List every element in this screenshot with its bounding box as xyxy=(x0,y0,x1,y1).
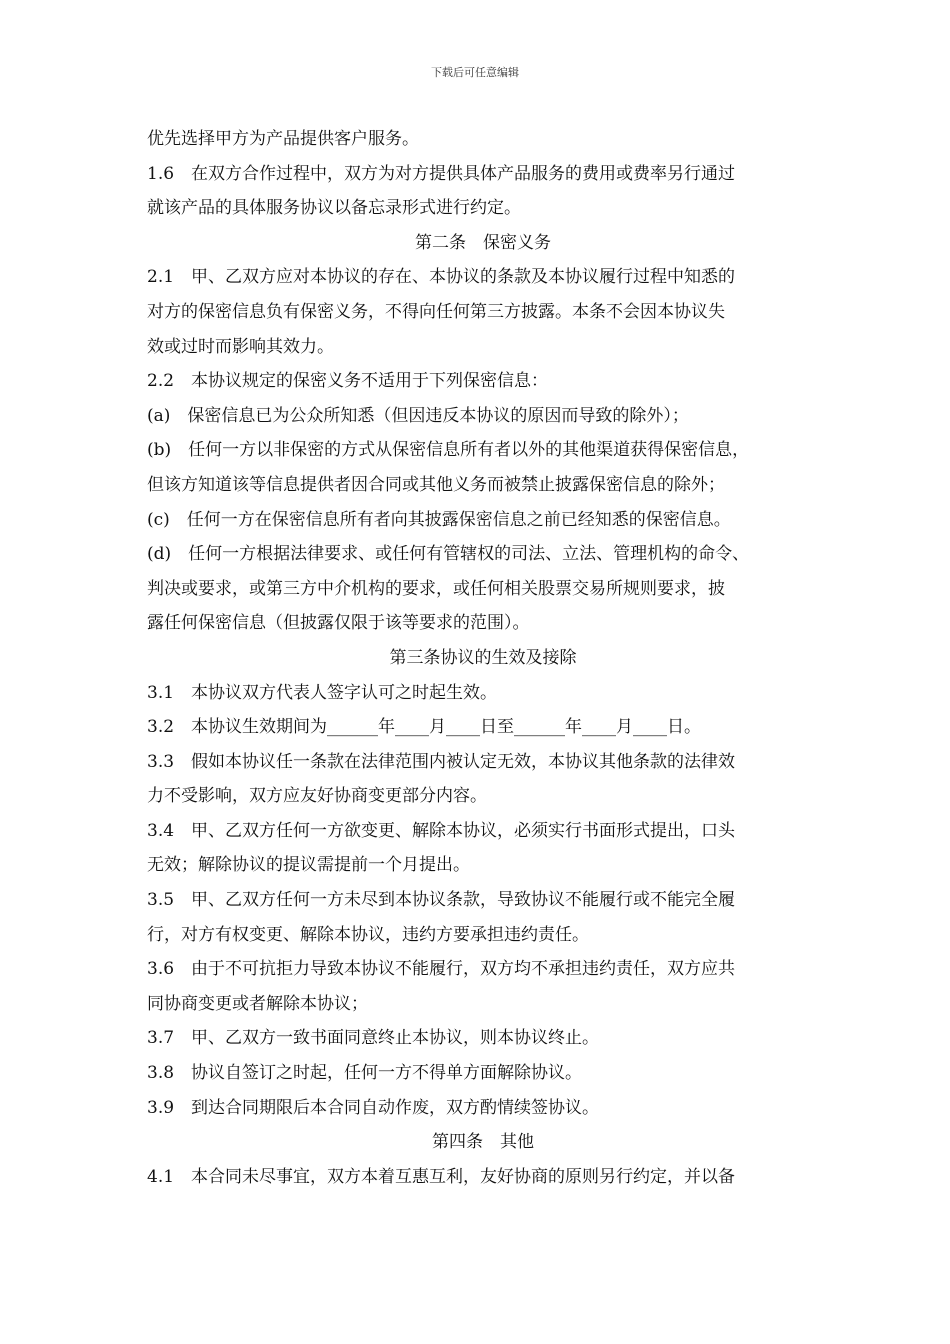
paragraph-line: (d) 任何一方根据法律要求、或任何有管辖权的司法、立法、管理机构的命令、 xyxy=(147,544,750,565)
section-heading: 第三条协议的生效及接除 xyxy=(389,647,577,668)
paragraph-line: 优先选择甲方为产品提供客户服务。 xyxy=(147,129,419,149)
paragraph-line: 3.8 协议自签订之时起，任何一方不得单方面解除协议。 xyxy=(147,1063,583,1084)
paragraph-line: 无效；解除协议的提议需提前一个月提出。 xyxy=(147,855,470,876)
page-header: 下载后可任意编辑 xyxy=(431,66,519,79)
paragraph-line: 3.5 甲、乙双方任何一方未尽到本协议条款，导致协议不能履行或不能完全履 xyxy=(147,890,736,911)
paragraph-line: 行，对方有权变更、解除本协议，违约方要承担违约责任。 xyxy=(147,924,589,945)
paragraph-line: 3.3 假如本协议任一条款在法律范围内被认定无效，本协议其他条款的法律效 xyxy=(147,751,736,772)
paragraph-line: 3.2 本协议生效期间为______年____月____日至______年____月____日。 xyxy=(147,717,702,738)
paragraph-line: 同协商变更或者解除本协议； xyxy=(147,993,368,1014)
paragraph-line: 1.6 在双方合作过程中，双方为对方提供具体产品服务的费用或费率另行通过 xyxy=(147,163,736,184)
paragraph-line: 3.7 甲、乙双方一致书面同意终止本协议，则本协议终止。 xyxy=(147,1028,600,1049)
paragraph-line: 3.9 到达合同期限后本合同自动作废，双方酌情续签协议。 xyxy=(147,1097,600,1118)
paragraph-line: 3.1 本协议双方代表人签字认可之时起生效。 xyxy=(147,682,498,703)
section-heading: 第二条 保密义务 xyxy=(415,232,551,253)
paragraph-line: 力不受影响，双方应友好协商变更部分内容。 xyxy=(147,786,487,807)
document-body xyxy=(147,122,819,1194)
paragraph-line: 露任何保密信息（但披露仅限于该等要求的范围）。 xyxy=(147,613,530,634)
paragraph-line: 判决或要求，或第三方中介机构的要求，或任何相关股票交易所规则要求，披 xyxy=(147,578,725,599)
paragraph-line: 效或过时而影响其效力。 xyxy=(147,336,334,357)
paragraph-line: (a) 保密信息已为公众所知悉（但因违反本协议的原因而导致的除外）； xyxy=(147,405,689,426)
paragraph-line: (b) 任何一方以非保密的方式从保密信息所有者以外的其他渠道获得保密信息， xyxy=(147,440,750,461)
paragraph-line: 2.2 本协议规定的保密义务不适用于下列保密信息： xyxy=(147,371,549,392)
paragraph-line: 但该方知道该等信息提供者因合同或其他义务而被禁止披露保密信息的除外； xyxy=(147,474,725,495)
paragraph-line: 对方的保密信息负有保密义务，不得向任何第三方披露。本条不会因本协议失 xyxy=(147,301,725,322)
paragraph-line: 2.1 甲、乙双方应对本协议的存在、本协议的条款及本协议履行过程中知悉的 xyxy=(147,267,736,288)
paragraph-line: 3.6 由于不可抗拒力导致本协议不能履行，双方均不承担违约责任，双方应共 xyxy=(147,959,736,980)
paragraph-line: (c) 任何一方在保密信息所有者向其披露保密信息之前已经知悉的保密信息。 xyxy=(147,509,731,530)
section-heading: 第四条 其他 xyxy=(432,1132,534,1153)
paragraph-line: 就该产品的具体服务协议以备忘录形式进行约定。 xyxy=(147,198,521,219)
paragraph-line: 4.1 本合同未尽事宜，双方本着互惠互利，友好协商的原则另行约定，并以备 xyxy=(147,1166,736,1187)
paragraph-line: 3.4 甲、乙双方任何一方欲变更、解除本协议，必须实行书面形式提出，口头 xyxy=(147,820,736,841)
